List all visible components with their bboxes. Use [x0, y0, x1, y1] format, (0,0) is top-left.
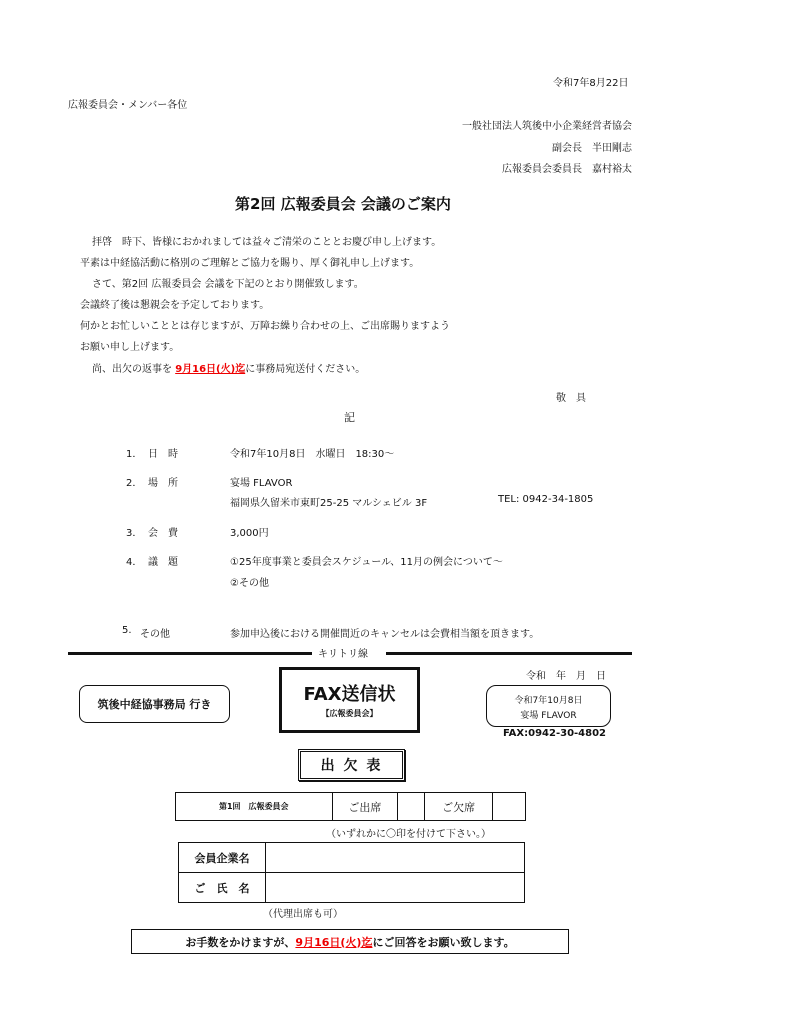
cut-line-label: キリトリ線 [318, 649, 368, 660]
cut-line-right [386, 652, 632, 655]
agenda-item-2: ②その他 [230, 578, 269, 589]
body-line: 何かとお忙しいこととは存じますが、万障お繰り合わせの上、ご出席賜りますよう [80, 321, 450, 332]
detail-value: ①25年度事業と委員会スケジュール、11月の例会について～ [230, 557, 503, 568]
body-line: 会議終了後は懇親会を予定しております。 [80, 300, 270, 311]
footer-text [185, 934, 514, 950]
absent-checkbox[interactable] [493, 793, 526, 821]
fax-recipient: 筑後中経協事務局 行き [97, 698, 212, 711]
detail-value: 宴場 FLAVOR [230, 478, 293, 489]
meeting-name: 第1回 広報委員会 [176, 793, 333, 821]
company-field[interactable] [266, 843, 525, 873]
fax-title: FAX送信状 [303, 684, 396, 705]
place-address: 福岡県久留米市東町25-25 マルシェビル 3F [230, 498, 428, 509]
member-info-table [178, 842, 525, 903]
absent-label: ご欠席 [425, 793, 493, 821]
attendance-table [175, 792, 526, 821]
detail-num: 3． [126, 528, 143, 539]
detail-label: その他 [140, 629, 170, 640]
sender-committee-chair: 広報委員会委員長 嘉村裕太 [502, 164, 632, 175]
footer-deadline: 9月16日(火)迄 [295, 935, 373, 949]
ki-mark: 記 [344, 411, 355, 424]
detail-num: 1． [126, 449, 143, 460]
reply-suffix: に事務局宛送付ください。 [245, 364, 366, 375]
footer-prefix: お手数をかけますが、 [185, 935, 296, 949]
letter-date: 令和7年8月22日 [553, 78, 629, 89]
venue-date: 令和7年10月8日 [514, 696, 583, 706]
footer-suffix: にご回答をお願い致します。 [372, 935, 515, 949]
company-label: 会員企業名 [179, 843, 266, 873]
detail-label: 会 費 [148, 528, 178, 539]
name-field[interactable] [266, 873, 525, 903]
closing: 敬 具 [556, 393, 586, 404]
fax-title-box [279, 667, 420, 733]
detail-value: 参加申込後における開催間近のキャンセルは会費相当額を頂きます。 [230, 629, 540, 640]
venue-box [486, 685, 611, 727]
attend-label: ご出席 [332, 793, 398, 821]
name-label: ご 氏 名 [179, 873, 266, 903]
fax-recipient-box [79, 685, 230, 723]
sender-vice-chair: 副会長 半田剛志 [552, 143, 632, 154]
detail-value: 令和7年10月8日 水曜日 18:30～ [230, 449, 395, 460]
fax-subtitle: 【広報委員会】 [321, 709, 378, 718]
venue-name: 宴場 FLAVOR [520, 711, 577, 721]
attend-checkbox[interactable] [398, 793, 425, 821]
footer-box [131, 929, 569, 954]
reply-prefix: 尚、出欠の返事を [92, 364, 172, 375]
body-line: 拝啓 時下、皆様におかれましては益々ご清栄のこととお慶び申し上げます。 [92, 237, 442, 248]
recipient: 広報委員会・メンバー各位 [68, 100, 188, 111]
detail-num: 4． [126, 557, 143, 568]
reply-deadline: 9月16日(火)迄 [175, 364, 246, 375]
attendance-title: 出 欠 表 [320, 758, 383, 774]
proxy-note: （代理出席も可） [263, 909, 343, 920]
fax-date-blank: 令和 年 月 日 [526, 671, 606, 682]
sender-org: 一般社団法人筑後中小企業経営者協会 [462, 121, 632, 132]
detail-num: 5. [122, 625, 132, 636]
body-line: 平素は中経協活動に格別のご理解とご協力を賜り、厚く御礼申し上げます。 [80, 258, 420, 269]
place-tel: TEL: 0942-34-1805 [498, 494, 594, 505]
detail-value: 3,000円 [230, 528, 269, 539]
detail-label: 議 題 [148, 557, 178, 568]
reply-request [92, 360, 365, 375]
body-line: さて、第2回 広報委員会 会議を下記のとおり開催致します。 [92, 279, 364, 290]
body-line: お願い申し上げます。 [80, 342, 180, 353]
page-title: 第2回 広報委員会 会議のご案内 [235, 195, 451, 213]
fax-number: FAX:0942-30-4802 [503, 728, 607, 739]
attendance-note: （いずれかに〇印を付けて下さい。） [326, 829, 491, 840]
detail-label: 場 所 [148, 478, 178, 489]
attendance-title-box [298, 749, 405, 781]
detail-label: 日 時 [148, 449, 178, 460]
detail-num: 2． [126, 478, 143, 489]
cut-line-left [68, 652, 312, 655]
